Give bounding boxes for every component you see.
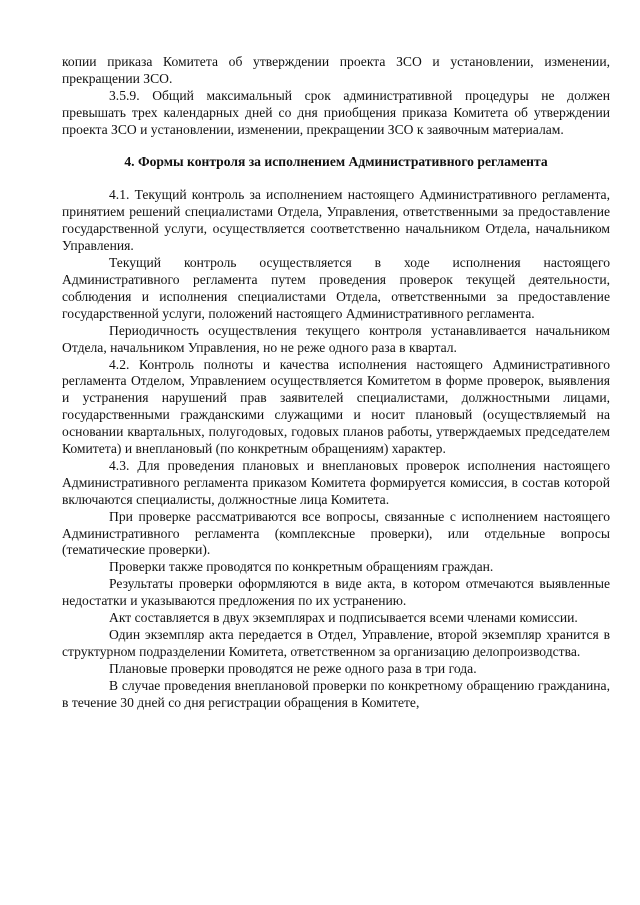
paragraph: Плановые проверки проводятся не реже одного раза в три года. <box>109 660 477 676</box>
section-heading: 4. Формы контроля за исполнением Административного регламента <box>124 153 548 169</box>
paragraph: При проверке рассматриваются все вопросы, связанные с исполнением настоящего Административного регламента (комплексные проверки), или отдельные вопросы (тематические проверки). <box>62 508 610 558</box>
paragraph-4-1: 4.1. Текущий контроль за исполнением настоящего Административного регламента, принятием решений специалистами Отдела, Управления, ответственными за предоставление государственной услуги, осуществляется соответственно начальником Отдела, начальником Управления. <box>62 187 610 254</box>
paragraph-3-5-9: 3.5.9. Общий максимальный срок административной процедуры не должен превышать трех календарных дней со дня приобщения приказа Комитета об утверждении проекта ЗСО и установлении, изменении, прекращении ЗСО к заявочным материалам. <box>62 87 610 137</box>
paragraph: Проверки также проводятся по конкретным обращениям граждан. <box>109 559 494 575</box>
paragraph-4-3: 4.3. Для проведения плановых и внеплановых проверок исполнения настоящего Административного регламента приказом Комитета формируется комиссия, в состав которой включаются специалисты, должностные лица Комитета. <box>62 457 610 507</box>
document-page <box>62 54 610 712</box>
paragraph: Результаты проверки оформляются в виде акта, в котором отмечаются выявленные недостатки и указываются предложения по их устранению. <box>62 576 610 609</box>
paragraph-last: В случае проведения внеплановой проверки по конкретному обращению гражданина, в течение 30 дней со дня регистрации обращения в Комитете, <box>62 677 610 710</box>
paragraph: Текущий контроль осуществляется в ходе исполнения настоящего Административного регламента путем проведения проверок текущей деятельности, соблюдения и исполнения специалистами Отдела, ответственными за предоставление государственной услуги, положений настоящего Административного регламента. <box>62 255 610 321</box>
paragraph-4-2: 4.2. Контроль полноты и качества исполнения настоящего Административного регламента Отделом, Управлением осуществляется Комитетом в форме проверок, выявления и устранения нарушений прав заявителей специалистами, должностными лицами, государственными гражданскими служащими и носит плановый (осуществляемый на основании квартальных, полугодовых, годовых планов работы, утверждаемых председателем Комитета) и внеплановый (по конкретным обращениям) характер. <box>62 356 610 457</box>
paragraph: Периодичность осуществления текущего контроля устанавливается начальником Отдела, начальником Управления, но не реже одного раза в квартал. <box>62 322 610 355</box>
paragraph: Акт составляется в двух экземплярах и подписывается всеми членами комиссии. <box>109 610 578 626</box>
paragraph: Один экземпляр акта передается в Отдел, Управление, второй экземпляр хранится в структурном подразделении Комитета, ответственном за организацию делопроизводства. <box>62 627 610 659</box>
paragraph-continuation: копии приказа Комитета об утверждении проекта ЗСО и установлении, изменении, прекращении ЗСО. <box>62 54 610 86</box>
